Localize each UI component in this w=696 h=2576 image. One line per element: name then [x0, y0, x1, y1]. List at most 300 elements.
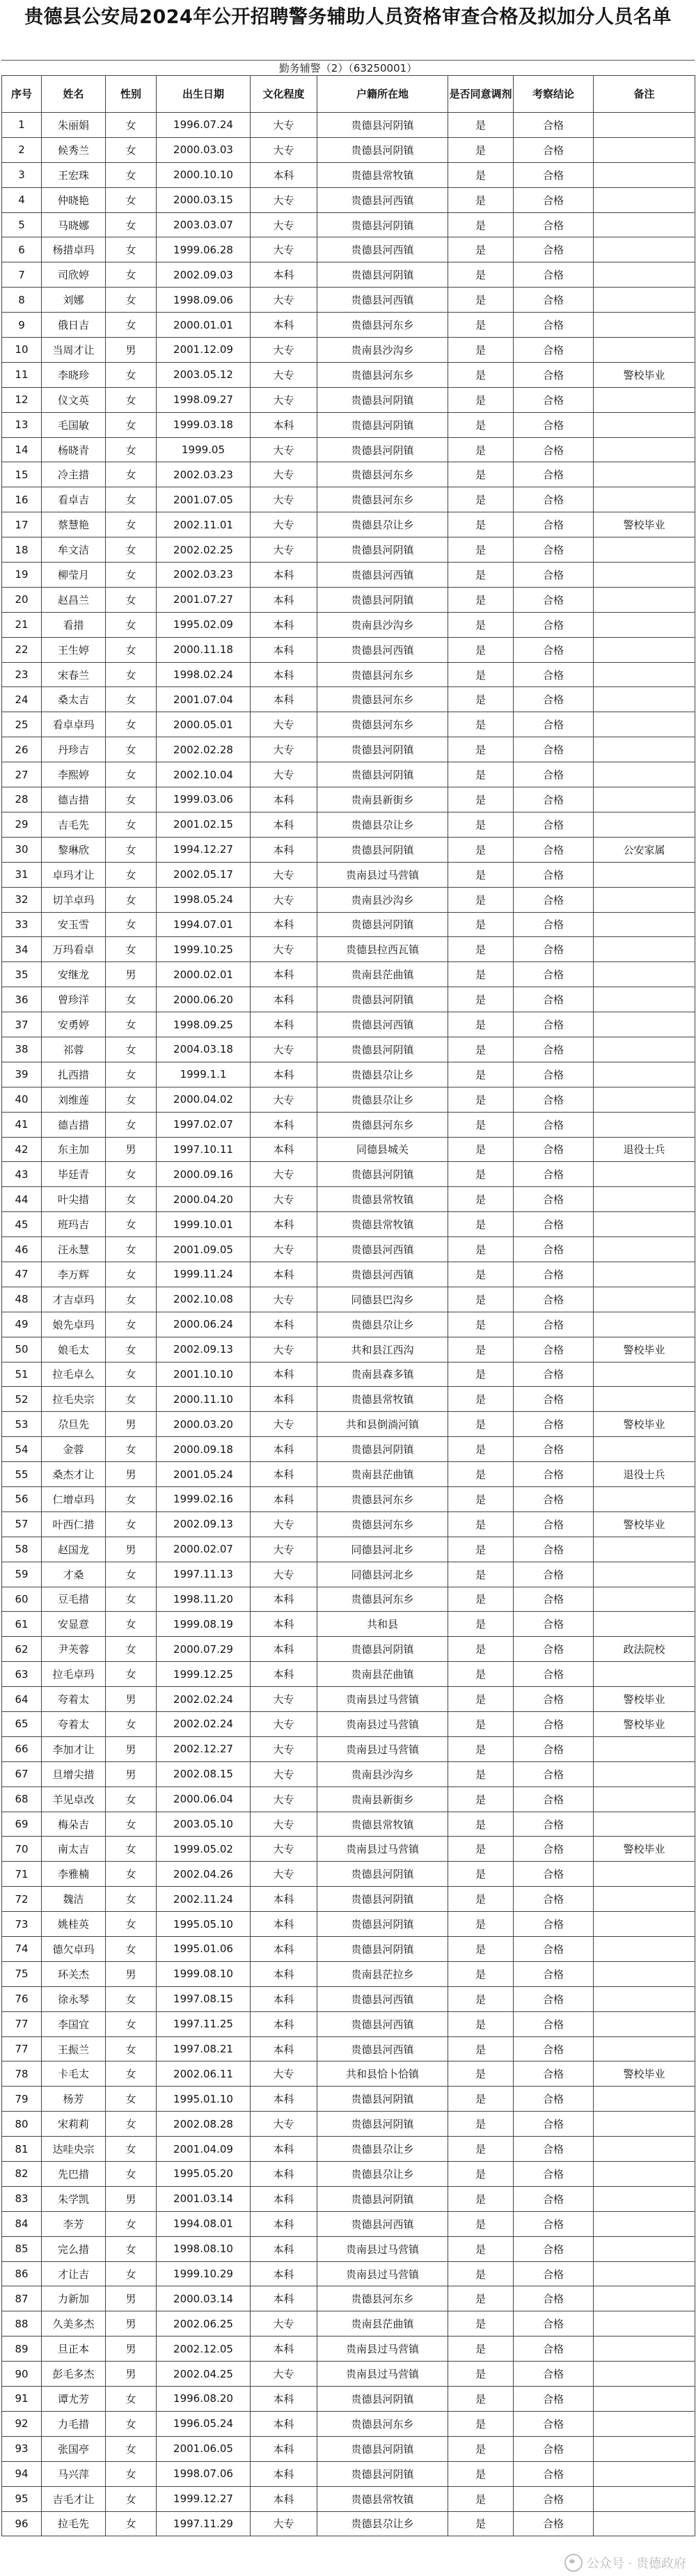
cell-education: 本科 — [251, 313, 317, 338]
cell-gender: 男 — [106, 2362, 157, 2387]
cell-birthdate: 2002.09.13 — [157, 1511, 251, 1537]
cell-conclusion: 合格 — [514, 912, 594, 937]
cell-education: 本科 — [251, 637, 317, 662]
cell-remarks — [594, 1287, 695, 1312]
cell-name: 拉毛卓么 — [42, 1362, 106, 1387]
cell-transfer: 是 — [448, 862, 514, 887]
cell-education: 本科 — [251, 1912, 317, 1937]
cell-name: 万玛看卓 — [42, 937, 106, 962]
cell-birthdate: 1995.05.10 — [157, 1912, 251, 1937]
cell-birthdate: 1995.01.06 — [157, 1937, 251, 1962]
cell-transfer: 是 — [448, 587, 514, 612]
cell-gender: 男 — [106, 1961, 157, 1986]
cell-gender: 女 — [106, 2236, 157, 2261]
cell-remarks — [594, 2186, 695, 2211]
cell-index: 58 — [2, 1537, 42, 1562]
cell-index: 54 — [2, 1437, 42, 1462]
cell-birthdate: 2001.12.09 — [157, 338, 251, 363]
cell-gender: 女 — [106, 487, 157, 512]
table-row — [2, 462, 695, 487]
cell-transfer: 是 — [448, 113, 514, 138]
cell-birthdate: 2001.07.05 — [157, 487, 251, 512]
table-row — [2, 1961, 695, 1986]
cell-name: 先巴措 — [42, 2162, 106, 2187]
candidate-table — [1, 75, 695, 2536]
table-row — [2, 737, 695, 762]
cell-conclusion: 合格 — [514, 2387, 594, 2412]
cell-name: 拉毛先 — [42, 2511, 106, 2536]
table-row — [2, 812, 695, 837]
cell-birthdate: 1997.11.25 — [157, 2011, 251, 2036]
cell-gender: 女 — [106, 737, 157, 762]
cell-conclusion: 合格 — [514, 1511, 594, 1537]
cell-gender: 女 — [106, 1062, 157, 1087]
cell-conclusion: 合格 — [514, 1837, 594, 1862]
cell-gender: 女 — [106, 212, 157, 237]
cell-gender: 女 — [106, 1087, 157, 1112]
cell-remarks — [594, 537, 695, 563]
cell-household: 贵南县茫曲镇 — [317, 1462, 448, 1487]
cell-name: 德欠卓玛 — [42, 1937, 106, 1962]
table-row — [2, 437, 695, 462]
table-row — [2, 1387, 695, 1412]
cell-remarks — [594, 338, 695, 363]
cell-name: 司欣婷 — [42, 262, 106, 288]
cell-conclusion: 合格 — [514, 937, 594, 962]
cell-transfer: 是 — [448, 2036, 514, 2061]
cell-household: 贵南县沙沟乡 — [317, 887, 448, 912]
cell-household: 贵德县常牧镇 — [317, 1387, 448, 1412]
cell-gender: 女 — [106, 1387, 157, 1412]
cell-remarks — [594, 1486, 695, 1511]
cell-gender: 女 — [106, 1112, 157, 1137]
table-row — [2, 687, 695, 712]
cell-gender: 女 — [106, 1511, 157, 1537]
cell-conclusion: 合格 — [514, 1312, 594, 1337]
cell-index: 51 — [2, 1362, 42, 1387]
cell-gender: 女 — [106, 937, 157, 962]
cell-transfer: 是 — [448, 2087, 514, 2112]
cell-education: 大专 — [251, 1761, 317, 1786]
header-index: 序号 — [2, 76, 42, 113]
cell-index: 32 — [2, 887, 42, 912]
cell-conclusion: 合格 — [514, 1937, 594, 1962]
cell-index: 95 — [2, 2486, 42, 2511]
cell-index: 86 — [2, 2261, 42, 2286]
cell-name: 羊见卓改 — [42, 1786, 106, 1812]
cell-gender: 女 — [106, 1612, 157, 1637]
cell-index: 64 — [2, 1687, 42, 1712]
cell-household: 贵德县河阴镇 — [317, 837, 448, 862]
cell-index: 66 — [2, 1736, 42, 1761]
cell-transfer: 是 — [448, 1712, 514, 1737]
cell-gender: 男 — [106, 1736, 157, 1761]
cell-birthdate: 1999.05.02 — [157, 1837, 251, 1862]
cell-gender: 女 — [106, 2087, 157, 2112]
cell-transfer: 是 — [448, 1387, 514, 1412]
cell-education: 本科 — [251, 2211, 317, 2236]
cell-conclusion: 合格 — [514, 1887, 594, 1912]
table-row — [2, 1262, 695, 1287]
cell-birthdate: 1999.1.1 — [157, 1062, 251, 1087]
cell-index: 61 — [2, 1612, 42, 1637]
cell-birthdate: 2000.06.04 — [157, 1786, 251, 1812]
cell-name: 旦增尖措 — [42, 1761, 106, 1786]
table-row — [2, 1162, 695, 1187]
cell-remarks — [594, 237, 695, 262]
cell-name: 拉毛央宗 — [42, 1387, 106, 1412]
table-row — [2, 1887, 695, 1912]
cell-remarks — [594, 2486, 695, 2511]
cell-transfer: 是 — [448, 612, 514, 637]
cell-index: 77 — [2, 2036, 42, 2061]
cell-conclusion: 合格 — [514, 887, 594, 912]
cell-birthdate: 2001.07.27 — [157, 587, 251, 612]
cell-remarks — [594, 1362, 695, 1387]
cell-remarks — [594, 862, 695, 887]
cell-education: 大专 — [251, 537, 317, 563]
cell-remarks — [594, 1162, 695, 1187]
table-row — [2, 2211, 695, 2236]
cell-education: 本科 — [251, 1887, 317, 1912]
cell-gender: 女 — [106, 637, 157, 662]
cell-remarks — [594, 812, 695, 837]
cell-transfer: 是 — [448, 1786, 514, 1812]
cell-gender: 女 — [106, 862, 157, 887]
cell-transfer: 是 — [448, 1761, 514, 1786]
cell-education: 大专 — [251, 387, 317, 412]
cell-transfer: 是 — [448, 687, 514, 712]
cell-education: 大专 — [251, 1712, 317, 1737]
cell-index: 68 — [2, 1786, 42, 1812]
cell-conclusion: 合格 — [514, 1486, 594, 1511]
cell-transfer: 是 — [448, 1012, 514, 1037]
cell-conclusion: 合格 — [514, 2486, 594, 2511]
cell-transfer: 是 — [448, 937, 514, 962]
cell-conclusion: 合格 — [514, 787, 594, 812]
cell-index: 85 — [2, 2236, 42, 2261]
cell-index: 83 — [2, 2186, 42, 2211]
cell-transfer: 是 — [448, 563, 514, 588]
cell-household: 贵德县尕让乡 — [317, 2137, 448, 2162]
cell-name: 切羊卓玛 — [42, 887, 106, 912]
cell-household: 贵南县过马营镇 — [317, 862, 448, 887]
table-row — [2, 2411, 695, 2436]
cell-household: 贵德县河东乡 — [317, 712, 448, 737]
cell-birthdate: 2002.03.23 — [157, 462, 251, 487]
cell-name: 金蓉 — [42, 1437, 106, 1462]
cell-birthdate: 1999.11.24 — [157, 1262, 251, 1287]
cell-household: 贵德县河阴镇 — [317, 2087, 448, 2112]
table-row — [2, 237, 695, 262]
cell-birthdate: 1999.03.06 — [157, 787, 251, 812]
cell-education: 本科 — [251, 837, 317, 862]
cell-transfer: 是 — [448, 2236, 514, 2261]
cell-education: 本科 — [251, 2286, 317, 2311]
cell-remarks: 公安家属 — [594, 837, 695, 862]
cell-conclusion: 合格 — [514, 288, 594, 313]
cell-index: 57 — [2, 1511, 42, 1537]
cell-birthdate: 2002.10.04 — [157, 762, 251, 787]
table-row — [2, 1012, 695, 1037]
cell-conclusion: 合格 — [514, 587, 594, 612]
cell-name: 宋春兰 — [42, 662, 106, 687]
cell-remarks — [594, 462, 695, 487]
watermark — [564, 2554, 686, 2572]
cell-transfer: 是 — [448, 737, 514, 762]
cell-index: 5 — [2, 212, 42, 237]
cell-gender: 女 — [106, 2411, 157, 2436]
table-row — [2, 962, 695, 987]
cell-remarks — [594, 2112, 695, 2137]
cell-name: 李晓珍 — [42, 362, 106, 387]
cell-household: 贵德县河西镇 — [317, 1262, 448, 1287]
cell-transfer: 是 — [448, 2337, 514, 2362]
table-row — [2, 1362, 695, 1387]
cell-remarks — [594, 1537, 695, 1562]
cell-name: 德吉措 — [42, 1112, 106, 1137]
cell-name: 桑太吉 — [42, 687, 106, 712]
cell-birthdate: 2000.02.07 — [157, 1537, 251, 1562]
cell-education: 本科 — [251, 1462, 317, 1487]
cell-index: 73 — [2, 1912, 42, 1937]
cell-index: 2 — [2, 137, 42, 162]
cell-gender: 女 — [106, 137, 157, 162]
table-row — [2, 2112, 695, 2137]
cell-gender: 女 — [106, 1187, 157, 1212]
cell-education: 本科 — [251, 912, 317, 937]
cell-remarks — [594, 2137, 695, 2162]
cell-name: 牟文洁 — [42, 537, 106, 563]
table-row — [2, 2162, 695, 2187]
cell-conclusion: 合格 — [514, 662, 594, 687]
table-row — [2, 1662, 695, 1687]
cell-name: 毕廷青 — [42, 1162, 106, 1187]
cell-index: 77 — [2, 2011, 42, 2036]
cell-conclusion: 合格 — [514, 338, 594, 363]
cell-education: 大专 — [251, 437, 317, 462]
cell-name: 安显意 — [42, 1612, 106, 1637]
cell-education: 大专 — [251, 212, 317, 237]
cell-transfer: 是 — [448, 487, 514, 512]
cell-remarks — [594, 313, 695, 338]
cell-conclusion: 合格 — [514, 512, 594, 537]
cell-household: 贵德县河阴镇 — [317, 1862, 448, 1887]
cell-index: 42 — [2, 1137, 42, 1162]
cell-index: 63 — [2, 1662, 42, 1687]
cell-birthdate: 2001.04.09 — [157, 2137, 251, 2162]
cell-birthdate: 2002.08.28 — [157, 2112, 251, 2137]
cell-transfer: 是 — [448, 1587, 514, 1612]
cell-household: 贵德县河阴镇 — [317, 1887, 448, 1912]
cell-conclusion: 合格 — [514, 1712, 594, 1737]
cell-transfer: 是 — [448, 962, 514, 987]
cell-gender: 男 — [106, 2311, 157, 2337]
wechat-icon — [564, 2554, 583, 2572]
cell-birthdate: 2000.06.24 — [157, 1312, 251, 1337]
cell-conclusion: 合格 — [514, 1137, 594, 1162]
cell-remarks — [594, 612, 695, 637]
cell-remarks — [594, 1786, 695, 1812]
cell-name: 夸着太 — [42, 1712, 106, 1737]
cell-education: 大专 — [251, 2362, 317, 2387]
table-row — [2, 1237, 695, 1262]
cell-index: 12 — [2, 387, 42, 412]
cell-remarks — [594, 2011, 695, 2036]
cell-gender: 女 — [106, 1012, 157, 1037]
cell-education: 本科 — [251, 1587, 317, 1612]
cell-education: 本科 — [251, 587, 317, 612]
cell-household: 贵德县尕让乡 — [317, 512, 448, 537]
cell-index: 70 — [2, 1837, 42, 1862]
table-row — [2, 1337, 695, 1362]
cell-remarks: 警校毕业 — [594, 2061, 695, 2087]
cell-birthdate: 1999.10.29 — [157, 2261, 251, 2286]
cell-gender: 女 — [106, 362, 157, 387]
cell-conclusion: 合格 — [514, 1687, 594, 1712]
cell-household: 贵南县茫曲镇 — [317, 1662, 448, 1687]
cell-birthdate: 1999.06.28 — [157, 237, 251, 262]
cell-birthdate: 1999.12.25 — [157, 1662, 251, 1687]
cell-remarks — [594, 1736, 695, 1761]
cell-conclusion: 合格 — [514, 2186, 594, 2211]
cell-transfer: 是 — [448, 2011, 514, 2036]
cell-index: 18 — [2, 537, 42, 563]
cell-conclusion: 合格 — [514, 962, 594, 987]
cell-gender: 男 — [106, 1537, 157, 1562]
cell-transfer: 是 — [448, 1862, 514, 1887]
table-row — [2, 2511, 695, 2536]
table-row — [2, 162, 695, 187]
cell-household: 共和县恰卜恰镇 — [317, 2061, 448, 2087]
cell-transfer: 是 — [448, 1062, 514, 1087]
cell-name: 王生婷 — [42, 637, 106, 662]
cell-birthdate: 1999.08.10 — [157, 1961, 251, 1986]
cell-name: 姚桂英 — [42, 1912, 106, 1937]
cell-education: 大专 — [251, 762, 317, 787]
cell-remarks — [594, 787, 695, 812]
cell-index: 8 — [2, 288, 42, 313]
table-row — [2, 1687, 695, 1712]
cell-conclusion: 合格 — [514, 1562, 594, 1587]
cell-conclusion: 合格 — [514, 2162, 594, 2187]
cell-index: 89 — [2, 2337, 42, 2362]
cell-transfer: 是 — [448, 1937, 514, 1962]
cell-education: 大专 — [251, 462, 317, 487]
table-row — [2, 512, 695, 537]
cell-transfer: 是 — [448, 2186, 514, 2211]
cell-education: 本科 — [251, 1662, 317, 1687]
cell-gender: 女 — [106, 2137, 157, 2162]
cell-name: 俄日吉 — [42, 313, 106, 338]
cell-household: 贵德县河阴镇 — [317, 2436, 448, 2461]
cell-remarks — [594, 212, 695, 237]
cell-household: 贵德县拉西瓦镇 — [317, 937, 448, 962]
cell-household: 贵德县河东乡 — [317, 362, 448, 387]
cell-name: 李万辉 — [42, 1262, 106, 1287]
table-row — [2, 1786, 695, 1812]
cell-birthdate: 2001.02.15 — [157, 812, 251, 837]
cell-remarks: 退役士兵 — [594, 1137, 695, 1162]
cell-education: 本科 — [251, 1262, 317, 1287]
cell-birthdate: 1994.08.01 — [157, 2211, 251, 2236]
cell-index: 44 — [2, 1187, 42, 1212]
header-gender: 性别 — [106, 76, 157, 113]
cell-education: 本科 — [251, 2011, 317, 2036]
cell-name: 张国亭 — [42, 2436, 106, 2461]
cell-name: 朱学凯 — [42, 2186, 106, 2211]
cell-birthdate: 2001.10.10 — [157, 1362, 251, 1387]
table-row — [2, 2061, 695, 2087]
table-row — [2, 2436, 695, 2461]
cell-household: 同德县河北乡 — [317, 1562, 448, 1587]
cell-remarks — [594, 1037, 695, 1062]
cell-birthdate: 2000.03.15 — [157, 187, 251, 212]
cell-name: 东主加 — [42, 1137, 106, 1162]
cell-household: 贵德县河东乡 — [317, 1486, 448, 1511]
cell-education: 大专 — [251, 737, 317, 762]
cell-remarks — [594, 2286, 695, 2311]
cell-birthdate: 1999.02.16 — [157, 1486, 251, 1511]
cell-birthdate: 2003.03.07 — [157, 212, 251, 237]
cell-name: 王宏珠 — [42, 162, 106, 187]
cell-index: 76 — [2, 1986, 42, 2011]
cell-household: 贵德县河西镇 — [317, 1012, 448, 1037]
cell-name: 桑杰才让 — [42, 1462, 106, 1487]
cell-conclusion: 合格 — [514, 2461, 594, 2486]
table-row — [2, 837, 695, 862]
cell-gender: 女 — [106, 1912, 157, 1937]
cell-remarks — [594, 2511, 695, 2536]
cell-index: 45 — [2, 1212, 42, 1237]
cell-birthdate: 2002.05.17 — [157, 862, 251, 887]
cell-name: 曾珍洋 — [42, 987, 106, 1012]
cell-remarks — [594, 2261, 695, 2286]
cell-name: 夸着太 — [42, 1687, 106, 1712]
header-birthdate: 出生日期 — [157, 76, 251, 113]
cell-transfer: 是 — [448, 1637, 514, 1662]
cell-gender: 男 — [106, 2337, 157, 2362]
cell-birthdate: 1999.03.18 — [157, 412, 251, 437]
cell-education: 本科 — [251, 1486, 317, 1511]
cell-name: 李熙婷 — [42, 762, 106, 787]
cell-index: 14 — [2, 437, 42, 462]
table-row — [2, 1112, 695, 1137]
cell-conclusion: 合格 — [514, 1612, 594, 1637]
cell-name: 蔡慧艳 — [42, 512, 106, 537]
cell-birthdate: 2001.03.14 — [157, 2186, 251, 2211]
cell-name: 吉毛先 — [42, 812, 106, 837]
cell-birthdate: 2000.01.01 — [157, 313, 251, 338]
cell-index: 71 — [2, 1862, 42, 1887]
cell-gender: 女 — [106, 1712, 157, 1737]
cell-education: 本科 — [251, 2337, 317, 2362]
cell-conclusion: 合格 — [514, 637, 594, 662]
cell-education: 本科 — [251, 412, 317, 437]
cell-remarks — [594, 1662, 695, 1687]
cell-conclusion: 合格 — [514, 1786, 594, 1812]
cell-gender: 女 — [106, 2036, 157, 2061]
cell-transfer: 是 — [448, 1612, 514, 1637]
cell-remarks — [594, 2411, 695, 2436]
cell-index: 13 — [2, 412, 42, 437]
cell-conclusion: 合格 — [514, 1237, 594, 1262]
cell-household: 贵德县河东乡 — [317, 1511, 448, 1537]
cell-conclusion: 合格 — [514, 137, 594, 162]
cell-birthdate: 2000.09.16 — [157, 1162, 251, 1187]
cell-remarks — [594, 912, 695, 937]
cell-education: 大专 — [251, 1687, 317, 1712]
